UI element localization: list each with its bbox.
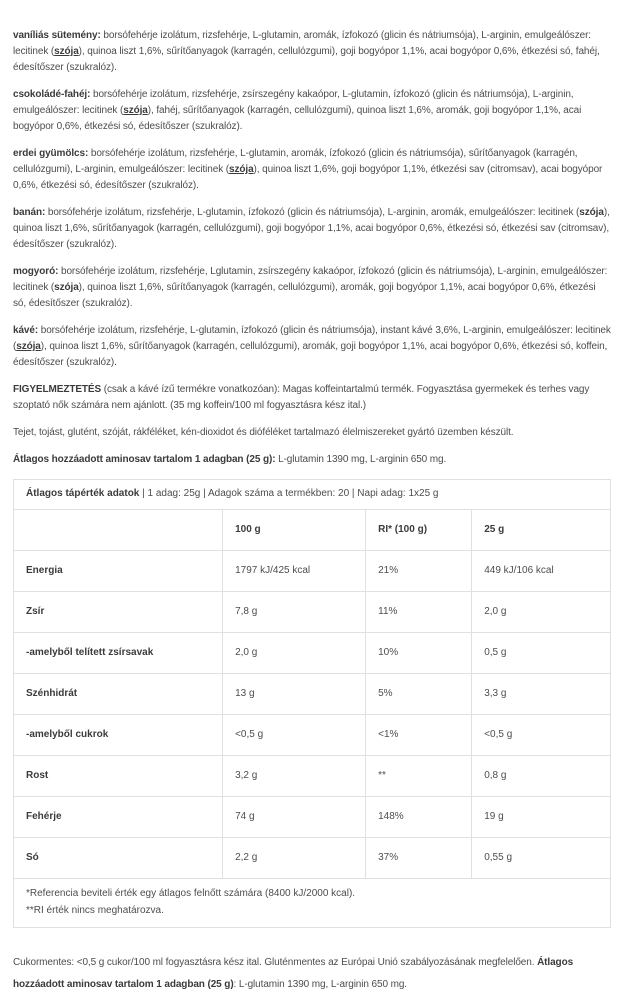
table-row [14, 633, 610, 674]
ingredient-paragraph-banana [13, 205, 611, 253]
row-label: -amelyből cukrok [14, 715, 223, 756]
row-value: 74 g [223, 797, 366, 838]
table-row [14, 756, 610, 797]
nutrition-table [13, 479, 611, 928]
ingredient-paragraph-hazelnut [13, 264, 611, 312]
text-segment: mogyoró: [13, 266, 59, 277]
row-value: 0,8 g [472, 756, 610, 797]
allergen-paragraph [13, 425, 611, 441]
row-label: Zsír [14, 592, 223, 633]
row-value: 21% [366, 551, 472, 592]
row-value: 1797 kJ/425 kcal [223, 551, 366, 592]
text-segment: borsófehérje izolátum, rizsfehérje, L-glutamin, ízfokozó (glicin és nátriumsója), instant kávé 3,6%, L-arginin, emulgeálószer: lecitinek ( [13, 325, 611, 352]
text-segment: kávé: [13, 325, 39, 336]
row-value: 2,0 g [472, 592, 610, 633]
row-value: 2,0 g [223, 633, 366, 674]
text-segment: Átlagos tápérték adatok [26, 488, 140, 499]
row-value: 3,3 g [472, 674, 610, 715]
text-segment: ), quinoa liszt 1,6%, sűrítőanyagok (karragén, cellulózgumi), goji bogyópor 1,1%, acai bogyópor 0,6%, étkezési só, fahéj, édesítőszer (szukralóz). [13, 46, 600, 73]
row-label: Só [14, 838, 223, 879]
text-segment: | 1 adag: 25g | Adagok száma a termékben: 20 | Napi adag: 1x25 g [139, 488, 439, 499]
text-segment: (csak a kávé ízű termékre vonatkozóan): Magas koffeintartalmú termék. Fogyasztása gyermekek és terhes vagy szoptató nők számára nem ajánlott. (35 mg koffein/100 ml fogyasztásra kész ital.) [13, 384, 590, 411]
row-value: 7,8 g [223, 592, 366, 633]
bottom-note [13, 952, 611, 996]
row-label: Fehérje [14, 797, 223, 838]
row-value: <0,5 g [223, 715, 366, 756]
table-row [14, 797, 610, 838]
text-segment: Cukormentes: <0,5 g cukor/100 ml fogyasztásra kész ital. Gluténmentes az Európai Unió szabályozásának megfelelően. [13, 957, 538, 968]
row-value: 5% [366, 674, 472, 715]
nutrition-table-title [14, 480, 610, 510]
text-segment: ), quinoa liszt 1,6%, sűrítőanyagok (karragén, cellulózgumi), aromák, goji bogyópor 1,1%, acai bogyópor 0,6%, étkezési só, édesítőszer (szukralóz). [13, 282, 596, 309]
nutrition-table-body [14, 551, 610, 879]
row-value: <1% [366, 715, 472, 756]
row-value: 10% [366, 633, 472, 674]
text-segment: ), quinoa liszt 1,6%, goji bogyópor 1,1%, étkezési sav (citromsav), acai bogyópor 0,6%, étkezési só, édesítőszer (szukralóz). [13, 164, 603, 191]
ingredient-paragraph-chocolate-cinnamon [13, 87, 611, 135]
row-value: 449 kJ/106 kcal [472, 551, 610, 592]
row-value: 37% [366, 838, 472, 879]
text-segment: erdei gyümölcs: [13, 148, 89, 159]
row-value: <0,5 g [472, 715, 610, 756]
table-row [14, 838, 610, 879]
table-footnotes [14, 879, 610, 927]
text-segment: : L-glutamin 1390 mg, L-arginin 650 mg. [233, 979, 407, 990]
text-segment: szója [579, 207, 604, 218]
amino-acid-paragraph [13, 452, 611, 468]
table-header-row [14, 510, 610, 551]
row-value: 148% [366, 797, 472, 838]
row-label: Szénhidrát [14, 674, 223, 715]
text-segment: Átlagos hozzáadott aminosav tartalom 1 adagban (25 g) [13, 957, 574, 990]
table-row [14, 715, 610, 756]
text-segment: ), quinoa liszt 1,6%, sűrítőanyagok (karragén, cellulózgumi), aromák, goji bogyópor 1,1%, acai bogyópor 0,6%, étkezési só, koffein, édesítőszer (szukralóz). [13, 341, 608, 368]
ingredient-paragraph-forest-fruit [13, 146, 611, 194]
text-segment: szója [54, 282, 79, 293]
row-value: 13 g [223, 674, 366, 715]
ingredient-paragraph-coffee [13, 323, 611, 371]
table-row [14, 551, 610, 592]
row-value: 19 g [472, 797, 610, 838]
text-segment: borsófehérje izolátum, rizsfehérje, Lglutamin, zsírszegény kakaópor, ízfokozó (glicin és nátriumsója), L-arginin, emulgeálószer: lecitinek ( [13, 266, 608, 293]
text-segment: Tejet, tojást, glutént, szóját, rákféléket, kén-dioxidot és dióféléket tartalmazó élelmiszereket gyártó üzemben készült. [13, 427, 514, 438]
ingredient-paragraph-vanilla-cake [13, 28, 611, 76]
row-value: 3,2 g [223, 756, 366, 797]
row-label: Energia [14, 551, 223, 592]
row-label: -amelyből telített zsírsavak [14, 633, 223, 674]
column-header-empty [14, 510, 223, 551]
text-segment: ), fahéj, sűrítőanyagok (karragén, cellulózgumi), quinoa liszt 1,6%, aromák, goji bogyópor 1,1%, acai bogyópor 0,6%, étkezési só, édesítőszer (szukralóz). [13, 105, 582, 132]
text-segment: borsófehérje izolátum, rizsfehérje, L-glutamin, ízfokozó (glicin és nátriumsója), L-arginin, aromák, emulgeálószer: lecitinek ( [45, 207, 580, 218]
text-segment: szója [16, 341, 41, 352]
row-value: ** [366, 756, 472, 797]
column-header-25g: 25 g [472, 510, 610, 551]
row-value: 0,5 g [472, 633, 610, 674]
table-row [14, 674, 610, 715]
row-value: 11% [366, 592, 472, 633]
text-segment: banán: [13, 207, 46, 218]
column-header-ri-100g: RI* (100 g) [366, 510, 472, 551]
text-segment: borsófehérje izolátum, rizsfehérje, L-glutamin, aromák, ízfokozó (glicin és nátriumsója), sűrítőanyagok (karragén, cellulózgumi), L-arginin, emulgeálószer: lecitinek ( [13, 148, 578, 175]
text-segment: csokoládé-fahéj: [13, 89, 91, 100]
text-segment: borsófehérje izolátum, rizsfehérje, L-glutamin, aromák, ízfokozó (glicin és nátriumsója), L-arginin, emulgeálószer: lecitinek ( [13, 30, 591, 57]
table-row [14, 592, 610, 633]
text-segment: L-glutamin 1390 mg, L-arginin 650 mg. [275, 454, 447, 465]
footnote-reference-intake: *Referencia beviteli érték egy átlagos felnőtt számára (8400 kJ/2000 kcal). [26, 888, 356, 899]
text-segment: szója [229, 164, 254, 175]
text-segment: vaníliás sütemény: [13, 30, 101, 41]
text-segment: ), quinoa liszt 1,6%, sűrítőanyagok (karragén, cellulózgumi), goji bogyópor 1,1%, acai bogyópor 0,6%, étkezési só, étkezési sav (citromsav), édesítőszer (szukralóz). [13, 207, 610, 250]
row-value: 2,2 g [223, 838, 366, 879]
row-label: Rost [14, 756, 223, 797]
footnote-ri-undefined: **RI érték nincs meghatározva. [26, 905, 164, 916]
text-segment: szója [54, 46, 79, 57]
text-segment: szója [123, 105, 148, 116]
column-header-100g: 100 g [223, 510, 366, 551]
text-segment: borsófehérje izolátum, rizsfehérje, zsírszegény kakaópor, L-glutamin, ízfokozó (glicin és nátriumsója), L-arginin, emulgeálószer: lecitinek ( [13, 89, 574, 116]
text-segment: Átlagos hozzáadott aminosav tartalom 1 adagban (25 g): [13, 454, 276, 465]
text-segment: FIGYELMEZTETÉS [13, 384, 102, 395]
caffeine-warning-paragraph [13, 382, 611, 414]
nutrition-values-table [14, 510, 610, 879]
row-value: 0,55 g [472, 838, 610, 879]
